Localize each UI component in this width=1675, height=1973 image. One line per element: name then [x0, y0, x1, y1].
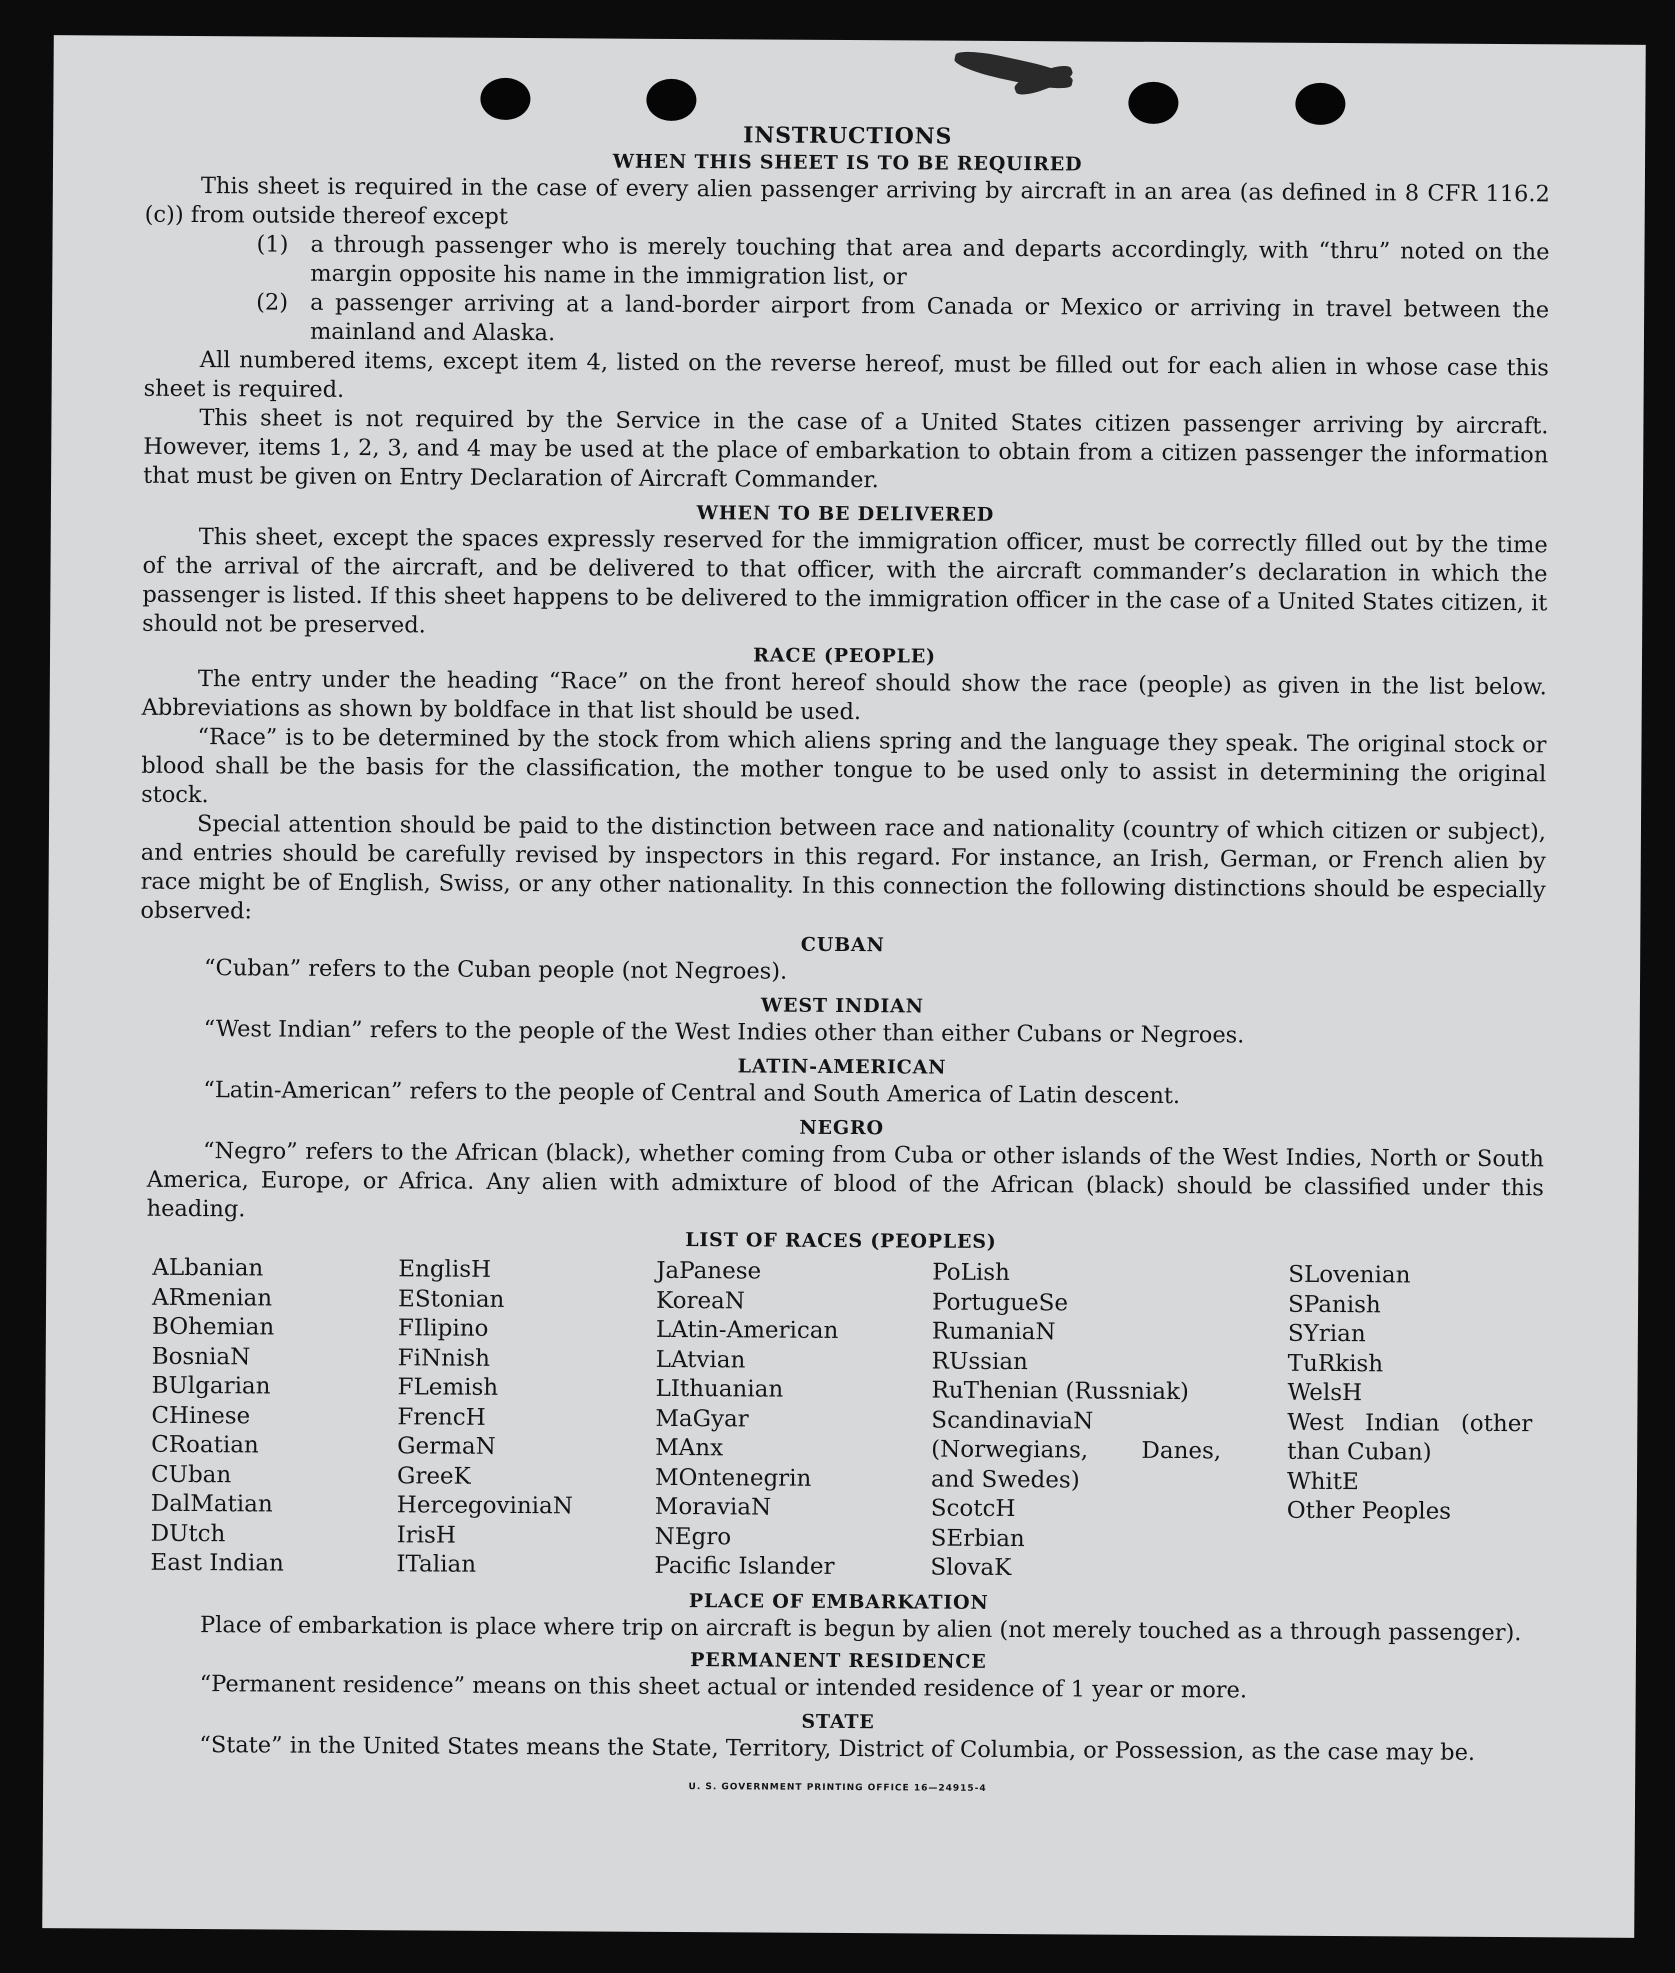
race-item: CUban: [150, 1461, 232, 1488]
item-number: (2): [256, 289, 289, 316]
paragraph: “Permanent residence” means on this sheet actual or intended residence of 1 year or more.: [199, 1670, 1248, 1703]
race-item: RuThenian (Russniak): [931, 1377, 1190, 1406]
races-column: [150, 1254, 398, 1580]
item-number: (1): [256, 231, 289, 258]
race-item: KoreaN: [655, 1287, 746, 1314]
race-item: SLovenian: [1288, 1261, 1411, 1289]
section-heading-west-indian: WEST INDIAN: [760, 994, 924, 1018]
race-item: WelsH: [1287, 1379, 1363, 1407]
race-item: MOntenegrin: [654, 1464, 812, 1492]
race-item: WhitE: [1286, 1468, 1359, 1495]
paragraph: Place of embarkation is place where trip on aircraft is begun by alien (not merely touched as a through passenger).: [200, 1611, 1522, 1646]
race-item: MAnx: [655, 1434, 724, 1462]
race-item: SPanish: [1287, 1291, 1381, 1318]
section-heading-residence: PERMANENT RESIDENCE: [690, 1648, 987, 1673]
paragraph: This sheet is required in the case of every alien passenger arriving by aircraft in an area (as defined in 8 CFR 116.2 (c)) from outside thereof except: [144, 173, 1550, 230]
document-sheet: [42, 35, 1646, 1938]
paragraph: “Cuban” refers to the Cuban people (not Negroes).: [204, 955, 788, 985]
race-item: IrisH: [396, 1521, 457, 1549]
race-item: EStonian: [398, 1285, 505, 1313]
punch-hole: [1295, 83, 1345, 125]
paragraph: “Race” is to be determined by the stock from which aliens spring and the language they speak. The original stock or blood shall be the basis for the classification, the mother tongue to be used only to assist in determining the original stock.: [141, 724, 1547, 809]
race-item: GreeK: [396, 1462, 471, 1490]
race-item: Other Peoples: [1286, 1497, 1452, 1525]
race-item: NEgro: [654, 1523, 732, 1550]
race-item: GermaN: [397, 1433, 496, 1460]
section-heading-latin-american: LATIN-AMERICAN: [737, 1055, 947, 1079]
race-item: SErbian: [930, 1525, 1025, 1552]
paragraph: “Latin-American” refers to the people of Central and South America of Latin descent.: [203, 1077, 1181, 1110]
race-item: BosniaN: [151, 1343, 251, 1370]
race-item: DUtch: [150, 1520, 226, 1547]
race-item: FiNnish: [397, 1344, 491, 1372]
race-item: JaPanese: [656, 1257, 762, 1285]
race-item: ARmenian: [152, 1284, 273, 1312]
paragraph: This sheet is not required by the Service in the case of a United States citizen passenger arriving by aircraft. However, items 1, 2, 3, and 4 may be used at the place of embarkation to obtain from a citizen passenger the information that must be given on Entry Declaration of Aircraft Commander.: [143, 405, 1549, 494]
race-item: CHinese: [151, 1402, 251, 1429]
printer-imprint: U. S. GOVERNMENT PRINTING OFFICE 16—24915-4: [688, 1781, 987, 1794]
race-item: PortugueSe: [931, 1289, 1069, 1316]
race-item: SlovaK: [930, 1554, 1012, 1582]
race-item: TuRkish: [1287, 1350, 1384, 1377]
instructions-content: [135, 118, 1550, 1807]
section-heading-embarkation: PLACE OF EMBARKATION: [688, 1589, 989, 1614]
races-column: [654, 1257, 932, 1583]
section-heading-state: STATE: [801, 1710, 875, 1733]
paragraph: This sheet, except the spaces expressly reserved for the immigration officer, must be correctly filled out by the time of the arrival of the aircraft, and be delivered to that officer, with the aircraft commander’s declaration in which the passenger is listed. If this sheet happens to be delivered to the immigration officer in the case of a United States citizen, it should not be preserved.: [142, 524, 1548, 639]
race-item: PoLish: [932, 1259, 1010, 1287]
race-item: FIlipino: [397, 1315, 489, 1342]
list-item: [256, 288, 1549, 354]
punch-hole: [646, 79, 696, 121]
section-heading-required: WHEN THIS SHEET IS TO BE REQUIRED: [612, 150, 1083, 176]
race-item: EnglisH: [398, 1256, 492, 1283]
races-column: [930, 1259, 1288, 1586]
list-item: [256, 230, 1549, 296]
race-item: FrencH: [397, 1403, 486, 1431]
paragraph: The entry under the heading “Race” on the front hereof should show the race (people) as given in the list below. Abbreviations as shown by boldface in that list should be used.: [141, 666, 1547, 726]
race-item: RumaniaN: [931, 1318, 1056, 1346]
paragraph: “State” in the United States means the State, Territory, District of Columbia, or Possession, as the case may be.: [199, 1731, 1476, 1766]
race-item: East Indian: [150, 1549, 284, 1577]
paragraph: Special attention should be paid to the distinction between race and nationality (country of which citizen or subject), and entries should be carefully revised by inspectors in this regard. For instance, an Irish, German, or French alien by race might be of English, Swiss, or any other nationality. In this connection the following distinctions should be especially observed:: [140, 811, 1547, 925]
race-item: ALbanian: [152, 1254, 264, 1282]
paragraph: “Negro” refers to the African (black), whether coming from Cuba or other islands of the West Indies, North or South America, Europe, or Africa. Any alien with admixture of blood of the African (black) should be classified under this heading.: [146, 1138, 1545, 1223]
races-list: [150, 1254, 1543, 1587]
section-heading-delivered: WHEN TO BE DELIVERED: [696, 502, 995, 526]
race-item: RUssian: [931, 1348, 1028, 1375]
race-item: Pacific Islander: [654, 1552, 835, 1580]
punch-hole: [1128, 82, 1178, 124]
paragraph: All numbered items, except item 4, listed on the reverse hereof, must be filled out for each alien in whose case this sheet is required.: [143, 347, 1549, 403]
race-item: BUlgarian: [151, 1372, 271, 1400]
section-heading-cuban: CUBAN: [800, 933, 885, 957]
race-item: LIthuanian: [655, 1375, 784, 1403]
race-item: MaGyar: [655, 1405, 749, 1432]
section-heading-race: RACE (PEOPLE): [753, 644, 936, 668]
race-item: ScandinaviaN (Norwegians, Danes, and Swedes): [930, 1407, 1222, 1493]
paragraph: “West Indian” refers to the people of the West Indies other than either Cubans or Negroes.: [203, 1016, 1245, 1049]
race-item: West Indian (other than Cuban): [1287, 1409, 1533, 1466]
race-item: HercegoviniaN: [396, 1492, 573, 1520]
races-column: [396, 1255, 656, 1581]
race-item: LAtin-American: [655, 1316, 839, 1344]
race-item: ITalian: [396, 1551, 477, 1578]
race-item: DalMatian: [150, 1490, 273, 1518]
section-heading-races-list: LIST OF RACES (PEOPLES): [685, 1229, 997, 1253]
race-item: ScotcH: [930, 1495, 1016, 1523]
race-item: SYrian: [1287, 1320, 1366, 1348]
punch-hole: [480, 78, 530, 120]
race-item: BOhemian: [151, 1313, 275, 1341]
section-heading-negro: NEGRO: [799, 1116, 884, 1140]
item-text: a through passenger who is merely touching that area and departs accordingly, with “thru” noted on the margin opposite his name in the immigration list, or: [310, 231, 1550, 291]
page-title: INSTRUCTIONS: [743, 122, 953, 150]
race-item: FLemish: [397, 1374, 499, 1401]
race-item: CRoatian: [151, 1431, 259, 1459]
item-text: a passenger arriving at a land-border airport from Canada or Mexico or arriving in travel between the mainland and Alaska.: [309, 289, 1550, 347]
races-column: [1286, 1261, 1538, 1587]
race-item: MoraviaN: [654, 1493, 772, 1521]
race-item: LAtvian: [655, 1346, 746, 1373]
